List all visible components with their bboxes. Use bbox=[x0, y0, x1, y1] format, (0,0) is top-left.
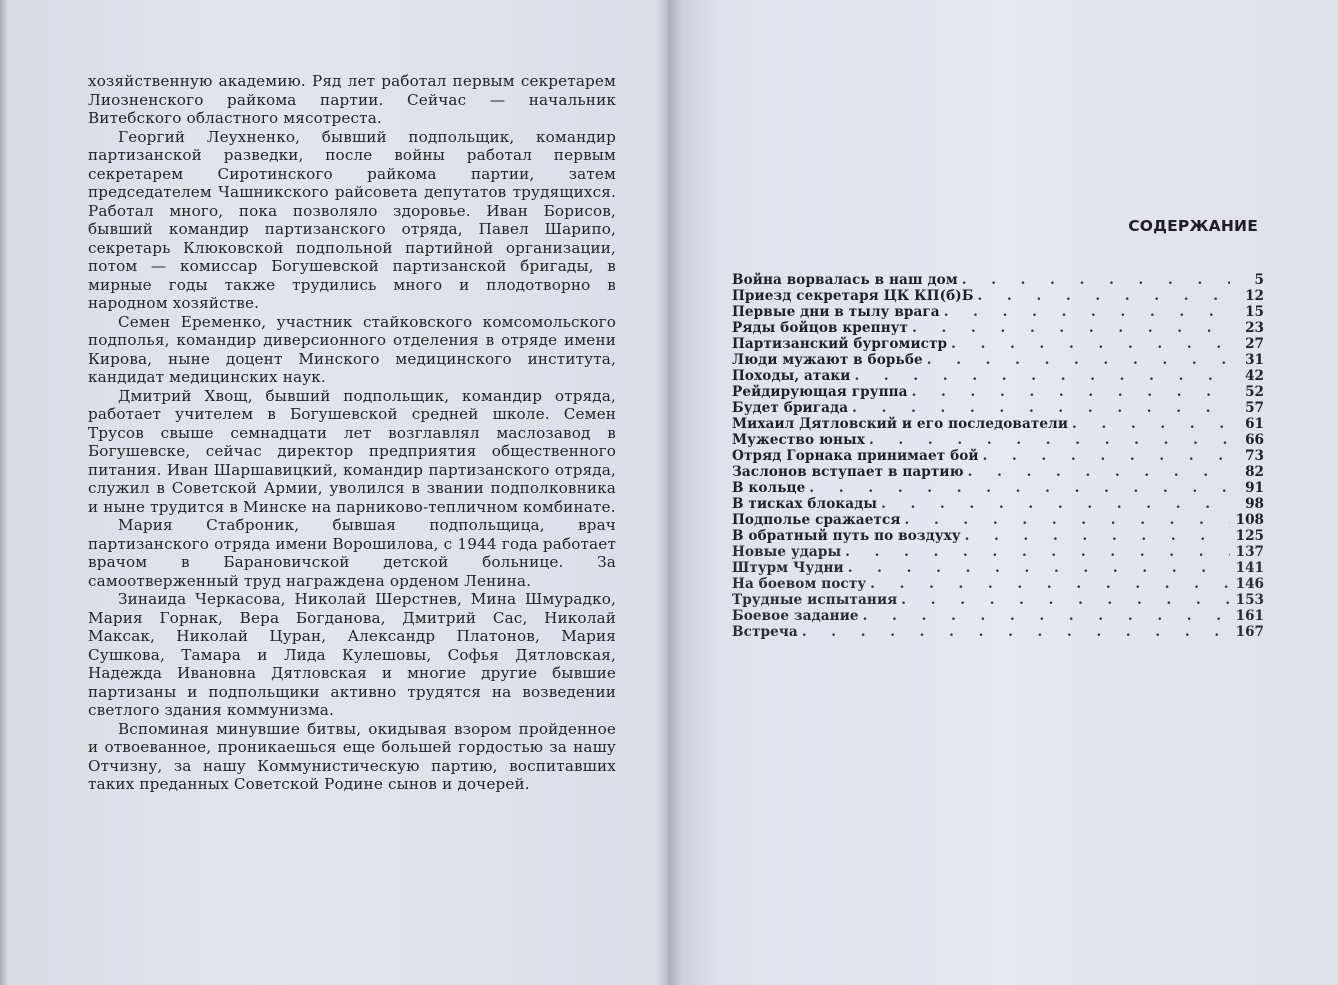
toc-leader-dots bbox=[962, 272, 1230, 288]
toc-item[interactable] bbox=[732, 624, 1264, 640]
toc-item[interactable] bbox=[732, 496, 1264, 512]
toc-item[interactable] bbox=[732, 320, 1264, 336]
toc-item[interactable] bbox=[732, 464, 1264, 480]
paragraph: Зинаида Черкасова, Николай Шерстнев, Мина Шмурадко, Мария Горнак, Вера Богданова, Дмитрий Сас, Николай Максак, Николай Цуран, Александр Платонов, Мария Сушкова, Тамара и Лида Кулешовы, Софья Дятловская, Надежда Ивановна Дятловская и многие другие бывшие партизаны и подпольщики активно трудятся на возведении светлого здания коммунизма. bbox=[88, 590, 616, 719]
toc-item-page: 161 bbox=[1235, 608, 1264, 624]
toc-leader-dots bbox=[944, 304, 1230, 320]
toc-item-page: 5 bbox=[1254, 272, 1264, 288]
toc-leader-dots bbox=[1072, 416, 1230, 432]
paragraph: Вспоминая минувшие битвы, окидывая взором пройденное и отвоеванное, проникаешься еще большей гордостью за нашу Отчизну, за нашу Коммунистическую партию, воспитавших таких преданных Советской Родине сынов и дочерей. bbox=[88, 719, 616, 793]
toc-item-page: 42 bbox=[1245, 368, 1264, 384]
paragraph: хозяйственную академию. Ряд лет работал первым секретарем Лиозненского райкома партии. Сейчас — начальник Витебского областного мясотреста. bbox=[88, 72, 616, 127]
book-gutter bbox=[656, 0, 682, 985]
toc-leader-dots bbox=[912, 384, 1230, 400]
page-edge-shadow bbox=[0, 0, 8, 985]
toc-item[interactable] bbox=[732, 368, 1264, 384]
toc-item-page: 91 bbox=[1245, 480, 1264, 496]
toc-leader-dots bbox=[845, 544, 1230, 560]
toc-item-title: Война ворвалась в наш дом bbox=[732, 272, 958, 288]
toc-leader-dots bbox=[802, 624, 1230, 640]
toc-item-page: 146 bbox=[1235, 576, 1264, 592]
toc-item-title: Мужество юных bbox=[732, 432, 865, 448]
toc-item-title: Первые дни в тылу врага bbox=[732, 304, 940, 320]
toc-item-page: 15 bbox=[1245, 304, 1264, 320]
toc-item[interactable] bbox=[732, 528, 1264, 544]
toc-item-title: Партизанский бургомистр bbox=[732, 336, 948, 352]
toc-item-title: Будет бригада bbox=[732, 400, 849, 416]
toc-item[interactable] bbox=[732, 416, 1264, 432]
toc-item-page: 12 bbox=[1245, 288, 1264, 304]
left-page-text bbox=[88, 72, 616, 794]
toc-item-title: В кольце bbox=[732, 480, 806, 496]
toc-item-title: Михаил Дятловский и его последователи bbox=[732, 416, 1069, 432]
toc-item-title: На боевом посту bbox=[732, 576, 867, 592]
toc-item[interactable] bbox=[732, 448, 1264, 464]
toc-item-title: Новые удары bbox=[732, 544, 842, 560]
toc-leader-dots bbox=[912, 320, 1230, 336]
toc-leader-dots bbox=[852, 400, 1230, 416]
toc-item[interactable] bbox=[732, 480, 1264, 496]
toc-item-page: 141 bbox=[1235, 560, 1264, 576]
toc-item[interactable] bbox=[732, 400, 1264, 416]
toc-leader-dots bbox=[863, 608, 1230, 624]
toc-item-title: Отряд Горнака принимает бой bbox=[732, 448, 979, 464]
toc-leader-dots bbox=[869, 432, 1230, 448]
toc-item-title: В обратный путь по воздуху bbox=[732, 528, 961, 544]
toc-item-page: 98 bbox=[1245, 496, 1264, 512]
toc-item-page: 167 bbox=[1235, 624, 1264, 640]
toc-item-title: Приезд секретаря ЦК КП(б)Б bbox=[732, 288, 974, 304]
toc-item[interactable] bbox=[732, 272, 1264, 288]
toc-item[interactable] bbox=[732, 560, 1264, 576]
table-of-contents bbox=[732, 272, 1264, 640]
toc-item[interactable] bbox=[732, 432, 1264, 448]
toc-item-page: 73 bbox=[1245, 448, 1264, 464]
toc-item-page: 52 bbox=[1245, 384, 1264, 400]
toc-item-title: Трудные испытания bbox=[732, 592, 898, 608]
toc-item-title: Рейдирующая группа bbox=[732, 384, 908, 400]
toc-item-title: Заслонов вступает в партию bbox=[732, 464, 964, 480]
toc-leader-dots bbox=[881, 496, 1230, 512]
toc-item[interactable] bbox=[732, 336, 1264, 352]
toc-leader-dots bbox=[927, 352, 1230, 368]
toc-leader-dots bbox=[968, 464, 1230, 480]
paragraph: Георгий Леухненко, бывший подпольщик, командир партизанской разведки, после войны работал первым секретарем Сиротинского райкома партии, затем председателем Чашникского райсовета депутатов трудящихся. Работал много, пока позволяло здоровье. Иван Борисов, бывший командир партизанского отряда, Павел Шарипо, секретарь Клюковской подпольной партийной организации, потом — комиссар Богушевской партизанской бригады, в мирные годы также трудились много и плодотворно в народном хозяйстве. bbox=[88, 127, 616, 312]
toc-item-title: Походы, атаки bbox=[732, 368, 851, 384]
toc-leader-dots bbox=[809, 480, 1230, 496]
toc-item-title: Подполье сражается bbox=[732, 512, 901, 528]
toc-item-title: В тисках блокады bbox=[732, 496, 878, 512]
toc-item[interactable] bbox=[732, 544, 1264, 560]
toc-item-title: Боевое задание bbox=[732, 608, 859, 624]
toc-item[interactable] bbox=[732, 512, 1264, 528]
toc-item[interactable] bbox=[732, 576, 1264, 592]
toc-item-page: 108 bbox=[1235, 512, 1264, 528]
left-page bbox=[0, 0, 668, 985]
toc-item-title: Люди мужают в борьбе bbox=[732, 352, 923, 368]
toc-item-title: Встреча bbox=[732, 624, 798, 640]
toc-item-page: 57 bbox=[1245, 400, 1264, 416]
toc-leader-dots bbox=[854, 368, 1230, 384]
toc-item-page: 23 bbox=[1245, 320, 1264, 336]
toc-item-title: Ряды бойцов крепнут bbox=[732, 320, 909, 336]
toc-item-page: 66 bbox=[1245, 432, 1264, 448]
toc-item-page: 137 bbox=[1235, 544, 1264, 560]
toc-leader-dots bbox=[983, 448, 1230, 464]
toc-item-page: 82 bbox=[1245, 464, 1264, 480]
toc-leader-dots bbox=[905, 512, 1231, 528]
toc-item[interactable] bbox=[732, 352, 1264, 368]
paragraph: Мария Стаброник, бывшая подпольщица, врач партизанского отряда имени Ворошилова, с 1944 года работает врачом в Барановичской детской больнице. За самоотверженный труд награждена орденом Ленина. bbox=[88, 516, 616, 590]
toc-item-page: 125 bbox=[1235, 528, 1264, 544]
paragraph: Семен Еременко, участник стайковского комсомольского подполья, командир диверсионного отделения в отряде имени Кирова, ныне доцент Минского медицинского института, кандидат медицинских наук. bbox=[88, 312, 616, 386]
toc-leader-dots bbox=[901, 592, 1230, 608]
toc-leader-dots bbox=[965, 528, 1230, 544]
toc-item[interactable] bbox=[732, 288, 1264, 304]
paragraph: Дмитрий Хвощ, бывший подпольщик, командир отряда, работает учителем в Богушевской средней школе. Семен Трусов свыше семнадцати лет возглавлял маслозавод в Богушевске, сейчас директор предприятия общественного питания. Иван Шаршавицкий, командир партизанского отряда, служил в Советской Армии, уволился в звании подполковника и ныне трудится в Минске на парниково-тепличном комбинате. bbox=[88, 386, 616, 516]
toc-item-page: 31 bbox=[1245, 352, 1264, 368]
toc-item-page: 61 bbox=[1245, 416, 1264, 432]
toc-item-title: Штурм Чудни bbox=[732, 560, 844, 576]
toc-title: СОДЕРЖАНИЕ bbox=[1128, 217, 1258, 235]
toc-leader-dots bbox=[870, 576, 1230, 592]
toc-item[interactable] bbox=[732, 384, 1264, 400]
toc-item[interactable] bbox=[732, 608, 1264, 624]
toc-leader-dots bbox=[951, 336, 1230, 352]
toc-item[interactable] bbox=[732, 592, 1264, 608]
toc-item-page: 153 bbox=[1235, 592, 1264, 608]
toc-leader-dots bbox=[978, 288, 1230, 304]
toc-item[interactable] bbox=[732, 304, 1264, 320]
toc-item-page: 27 bbox=[1245, 336, 1264, 352]
toc-leader-dots bbox=[848, 560, 1230, 576]
